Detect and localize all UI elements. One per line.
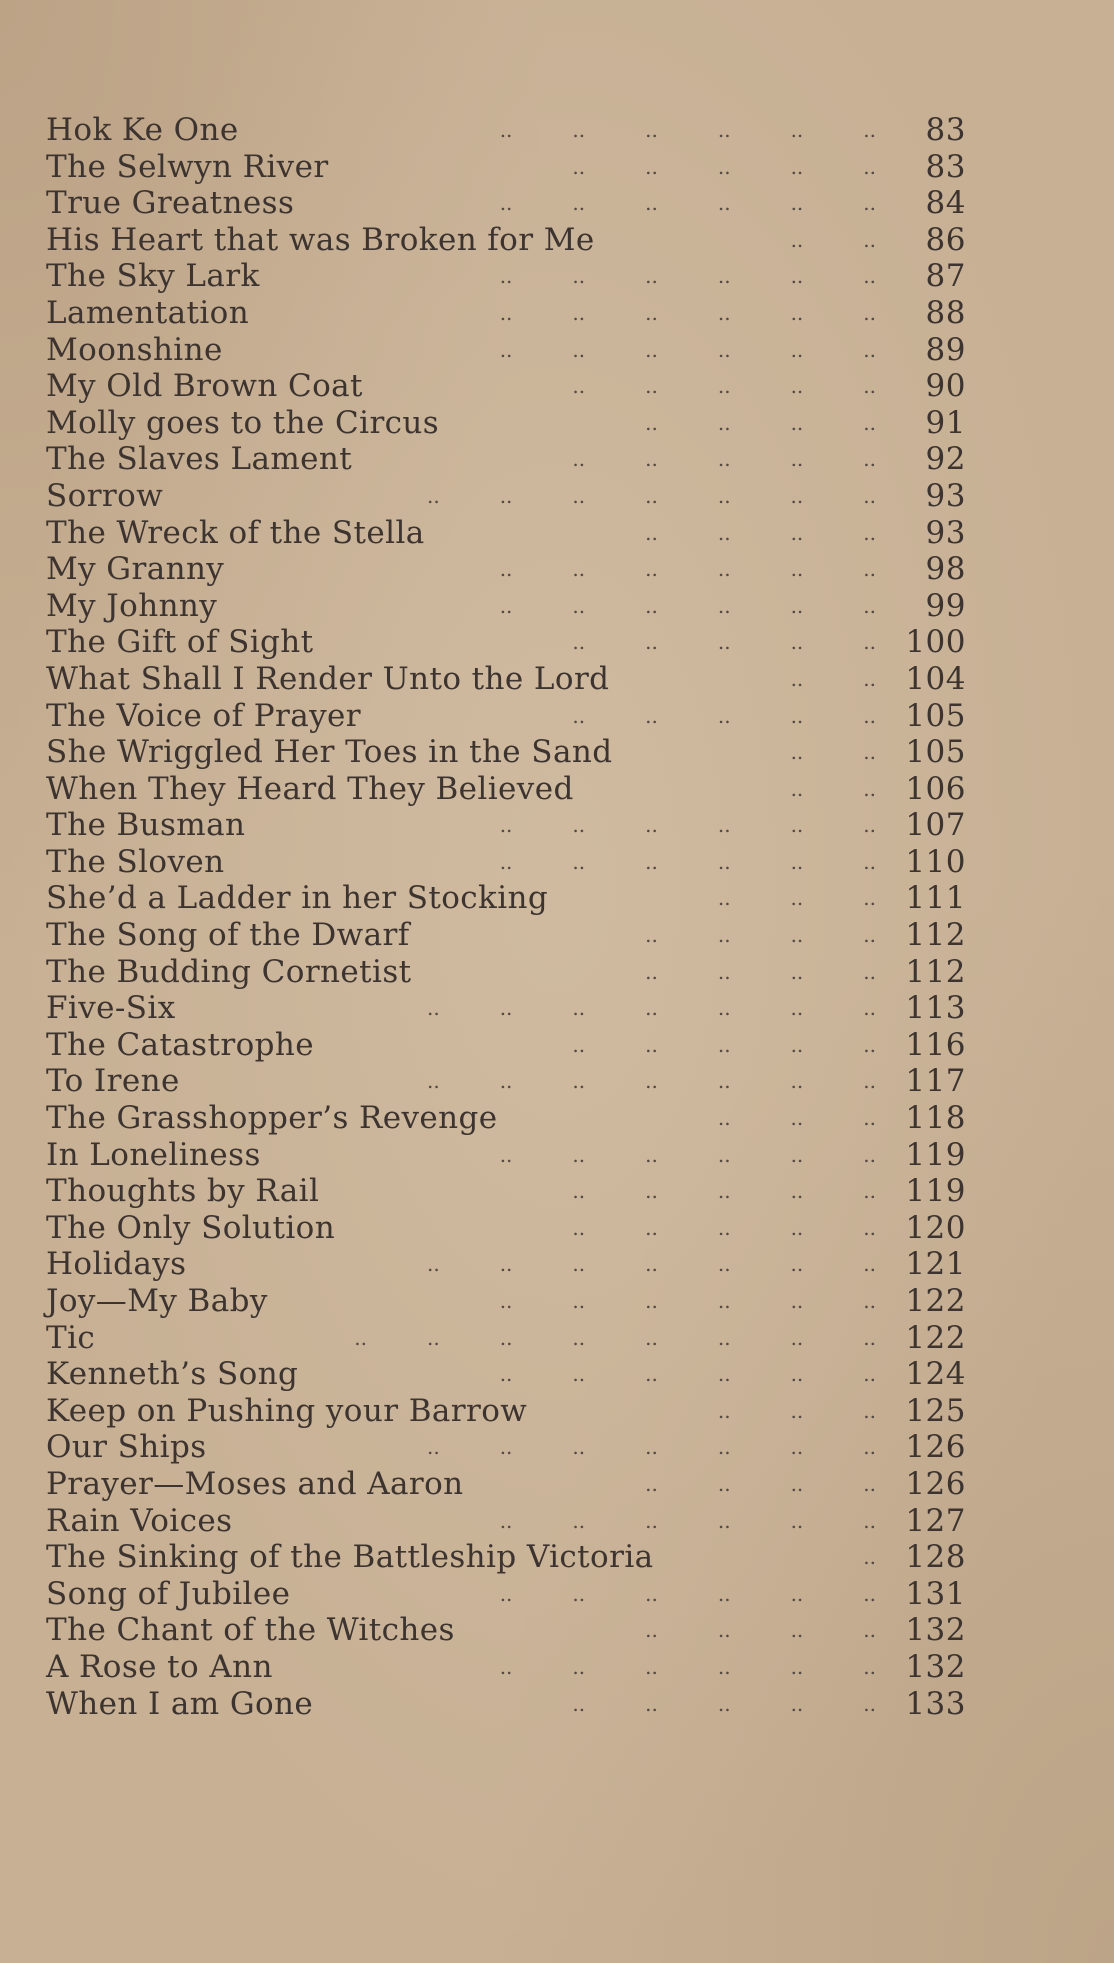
dot-leader: .. .. .. .. .. <box>572 154 876 179</box>
toc-entry-title: Sorrow <box>46 477 164 514</box>
toc-entry-title: Moonshine <box>46 331 223 368</box>
toc-entry-page-number: 84 <box>925 185 966 222</box>
dot-leader: .. .. <box>790 776 876 801</box>
toc-entry <box>46 332 966 369</box>
toc-entry-title: To Irene <box>46 1063 180 1100</box>
toc-entry-page-number: 127 <box>905 1502 966 1539</box>
toc-entry-title: She Wriggled Her Toes in the Sand <box>46 734 613 771</box>
dot-leader: .. .. .. .. .. .. <box>499 264 876 289</box>
dot-leader: .. .. .. .. .. <box>572 1691 876 1716</box>
toc-entry <box>46 1429 966 1466</box>
toc-entry <box>46 624 966 661</box>
toc-entry-page-number: 106 <box>905 770 966 807</box>
dot-leader: .. .. .. .. <box>645 410 876 435</box>
dot-leader: .. .. .. .. .. .. .. <box>426 996 876 1021</box>
toc-entry <box>46 405 966 442</box>
toc-entry-title: In Loneliness <box>46 1136 261 1173</box>
toc-entry <box>46 515 966 552</box>
toc-entry-title: His Heart that was Broken for Me <box>46 221 595 258</box>
toc-entry <box>46 1393 966 1430</box>
toc-entry-page-number: 87 <box>925 258 966 295</box>
toc-entry-title: The Busman <box>46 807 246 844</box>
dot-leader: .. .. .. .. .. .. <box>499 813 876 838</box>
dot-leader: .. .. .. .. .. .. <box>499 1581 876 1606</box>
toc-entry-page-number: 107 <box>905 807 966 844</box>
toc-entry-page-number: 119 <box>905 1136 966 1173</box>
toc-entry-title: Thoughts by Rail <box>46 1173 320 1210</box>
dot-leader: .. .. .. .. .. .. <box>499 557 876 582</box>
toc-entry-title: My Old Brown Coat <box>46 368 363 405</box>
toc-entry-page-number: 116 <box>905 1026 966 1063</box>
dot-leader: .. .. .. .. .. .. <box>499 1508 876 1533</box>
toc-entry-page-number: 83 <box>925 112 966 148</box>
toc-entry <box>46 1063 966 1100</box>
toc-entry <box>46 1356 966 1393</box>
toc-entry-title: The Sinking of the Battleship Victoria <box>46 1539 654 1576</box>
toc-entry-page-number: 131 <box>905 1575 966 1612</box>
toc-entry-page-number: 93 <box>925 477 966 514</box>
toc-entry-page-number: 113 <box>905 990 966 1027</box>
dot-leader: .. .. <box>790 740 876 765</box>
toc-entry-page-number: 92 <box>925 441 966 478</box>
toc-entry-title: My Johnny <box>46 587 218 624</box>
toc-entry-page-number: 105 <box>905 734 966 771</box>
dot-leader: .. .. .. .. .. .. .. <box>426 1252 876 1277</box>
toc-entry-page-number: 99 <box>925 587 966 624</box>
toc-entry-page-number: 125 <box>905 1392 966 1429</box>
dot-leader: .. .. .. <box>717 886 876 911</box>
toc-entry-title: Joy—My Baby <box>46 1283 268 1319</box>
toc-entry-page-number: 91 <box>925 404 966 441</box>
dot-leader: .. .. .. .. .. .. .. <box>426 1069 876 1094</box>
toc-entry-page-number: 126 <box>905 1429 966 1466</box>
dot-leader: .. .. .. .. .. .. <box>499 593 876 618</box>
toc-entry-title: My Granny <box>46 551 225 588</box>
toc-entry-page-number: 100 <box>905 624 966 661</box>
toc-entry <box>46 1210 966 1247</box>
dot-leader: .. .. .. .. .. <box>572 1215 876 1240</box>
toc-entry-title: The Budding Cornetist <box>46 953 412 990</box>
toc-entry-title: A Rose to Ann <box>46 1648 273 1685</box>
toc-entry <box>46 880 966 917</box>
toc-entry-title: The Chant of the Witches <box>46 1612 455 1649</box>
toc-entry <box>46 1137 966 1174</box>
dot-leader: .. <box>863 1545 876 1570</box>
toc-entry-title: She’d a Ladder in her Stocking <box>46 880 549 917</box>
dot-leader: .. .. .. .. .. <box>572 1179 876 1204</box>
toc-entry <box>46 698 966 735</box>
toc-entry <box>46 1612 966 1649</box>
dot-leader: .. .. .. .. .. <box>572 703 876 728</box>
dot-leader: .. .. .. .. .. .. <box>499 1289 876 1313</box>
toc-entry <box>46 1576 966 1613</box>
toc-entry-title: The Catastrophe <box>46 1026 314 1063</box>
toc-entry <box>46 844 966 881</box>
toc-entry-title: Tic <box>46 1319 96 1356</box>
toc-entry-title: Keep on Pushing your Barrow <box>46 1392 528 1429</box>
toc-entry-title: When They Heard They Believed <box>46 770 574 807</box>
toc-entry-title: The Selwyn River <box>46 148 329 185</box>
toc-entry <box>46 734 966 771</box>
toc-entry-title: Prayer—Moses and Aaron <box>46 1465 464 1502</box>
toc-entry-page-number: 93 <box>925 514 966 551</box>
toc-entry-title: Our Ships <box>46 1429 207 1466</box>
toc-entry <box>46 954 966 991</box>
dot-leader: .. .. .. .. .. .. <box>499 118 876 142</box>
dot-leader: .. .. .. .. .. .. .. .. <box>354 1325 876 1350</box>
toc-entry <box>46 478 966 515</box>
dot-leader: .. .. .. .. .. <box>572 374 876 399</box>
dot-leader: .. .. .. .. .. <box>572 1032 876 1057</box>
toc-entry-page-number: 121 <box>905 1246 966 1283</box>
dot-leader: .. .. .. .. .. .. .. <box>426 483 876 508</box>
toc-entry-page-number: 132 <box>905 1648 966 1685</box>
toc-entry-page-number: 112 <box>905 917 966 954</box>
toc-entry-page-number: 126 <box>905 1465 966 1502</box>
toc-entry-page-number: 120 <box>905 1209 966 1246</box>
dot-leader: .. .. .. .. .. .. <box>499 300 876 325</box>
toc-entry-page-number: 117 <box>905 1063 966 1100</box>
toc-entry-title: The Slaves Lament <box>46 441 353 478</box>
toc-entry <box>46 1649 966 1686</box>
toc-entry-title: Five-Six <box>46 990 176 1027</box>
toc-entry-title: The Song of the Dwarf <box>46 917 410 954</box>
toc-entry-page-number: 111 <box>905 880 966 917</box>
toc-entry-title: The Only Solution <box>46 1209 336 1246</box>
toc-entry <box>46 1539 966 1576</box>
toc-entry <box>46 990 966 1027</box>
toc-entry-title: Kenneth’s Song <box>46 1356 299 1393</box>
toc-entry-title: The Wreck of the Stella <box>46 514 425 551</box>
toc-entry-page-number: 128 <box>905 1539 966 1576</box>
toc-entry-page-number: 83 <box>925 148 966 185</box>
toc-entry-page-number: 89 <box>925 331 966 368</box>
toc-entry-title: Rain Voices <box>46 1502 233 1539</box>
toc-entry-page-number: 132 <box>905 1612 966 1649</box>
toc-entry <box>46 112 966 149</box>
toc-entry-title: Song of Jubilee <box>46 1575 291 1612</box>
toc-entry-page-number: 110 <box>905 843 966 880</box>
toc-entry-page-number: 90 <box>925 368 966 405</box>
dot-leader: .. .. .. .. .. .. <box>499 1362 876 1387</box>
toc-entry <box>46 1283 966 1320</box>
dot-leader: .. .. .. .. <box>645 1471 876 1496</box>
toc-entry-page-number: 119 <box>905 1173 966 1210</box>
toc-entry <box>46 917 966 954</box>
dot-leader: .. .. .. .. <box>645 1618 876 1643</box>
dot-leader: .. .. .. .. .. <box>572 447 876 472</box>
toc-entry-title: The Gift of Sight <box>46 624 314 661</box>
dot-leader: .. .. .. .. .. .. .. <box>426 1435 876 1460</box>
dot-leader: .. .. .. .. .. <box>572 630 876 655</box>
toc-entry <box>46 222 966 259</box>
table-of-contents <box>46 112 966 1722</box>
toc-entry <box>46 258 966 295</box>
toc-entry-title: The Sky Lark <box>46 258 260 295</box>
toc-entry-page-number: 118 <box>905 1100 966 1137</box>
toc-entry-title: When I am Gone <box>46 1685 314 1722</box>
toc-entry-page-number: 98 <box>925 551 966 588</box>
toc-entry <box>46 149 966 186</box>
toc-entry-title: What Shall I Render Unto the Lord <box>46 660 610 697</box>
toc-entry-page-number: 122 <box>905 1283 966 1319</box>
toc-entry <box>46 295 966 332</box>
toc-entry <box>46 1503 966 1540</box>
dot-leader: .. .. .. .. <box>645 923 876 948</box>
dot-leader: .. .. <box>790 666 876 691</box>
dot-leader: .. .. .. .. .. .. <box>499 191 876 216</box>
dot-leader: .. .. .. .. <box>645 520 876 545</box>
toc-entry-title: True Greatness <box>46 185 295 222</box>
toc-entry-page-number: 105 <box>905 697 966 734</box>
toc-entry-page-number: 133 <box>905 1685 966 1722</box>
toc-entry <box>46 1466 966 1503</box>
toc-entry-title: The Grasshopper’s Revenge <box>46 1100 498 1137</box>
dot-leader: .. .. .. <box>717 1106 876 1131</box>
toc-entry <box>46 551 966 588</box>
toc-entry <box>46 441 966 478</box>
toc-entry <box>46 661 966 698</box>
toc-entry <box>46 368 966 405</box>
toc-entry <box>46 1100 966 1137</box>
toc-entry-title: Molly goes to the Circus <box>46 404 440 441</box>
toc-entry-page-number: 86 <box>925 221 966 258</box>
toc-entry <box>46 1320 966 1357</box>
toc-entry-title: Holidays <box>46 1246 187 1283</box>
toc-entry <box>46 1173 966 1210</box>
toc-entry <box>46 185 966 222</box>
dot-leader: .. .. .. .. .. .. <box>499 1142 876 1167</box>
toc-entry-page-number: 104 <box>905 660 966 697</box>
toc-entry-page-number: 112 <box>905 953 966 990</box>
toc-entry-page-number: 124 <box>905 1356 966 1393</box>
toc-entry-title: Lamentation <box>46 294 250 331</box>
toc-entry <box>46 588 966 625</box>
toc-entry <box>46 1686 966 1723</box>
dot-leader: .. .. <box>790 227 876 252</box>
dot-leader: .. .. .. .. <box>645 959 876 984</box>
dot-leader: .. .. .. .. .. .. <box>499 1654 876 1679</box>
toc-entry-title: The Voice of Prayer <box>46 697 361 734</box>
toc-entry-page-number: 88 <box>925 294 966 331</box>
toc-entry <box>46 1027 966 1064</box>
toc-entry <box>46 807 966 844</box>
toc-entry <box>46 1246 966 1283</box>
dot-leader: .. .. .. .. .. .. <box>499 849 876 874</box>
toc-entry <box>46 771 966 808</box>
dot-leader: .. .. .. .. .. .. <box>499 337 876 362</box>
toc-entry-title: Hok Ke One <box>46 112 239 148</box>
dot-leader: .. .. .. <box>717 1398 876 1423</box>
toc-entry-title: The Sloven <box>46 843 225 880</box>
toc-entry-page-number: 122 <box>905 1319 966 1356</box>
